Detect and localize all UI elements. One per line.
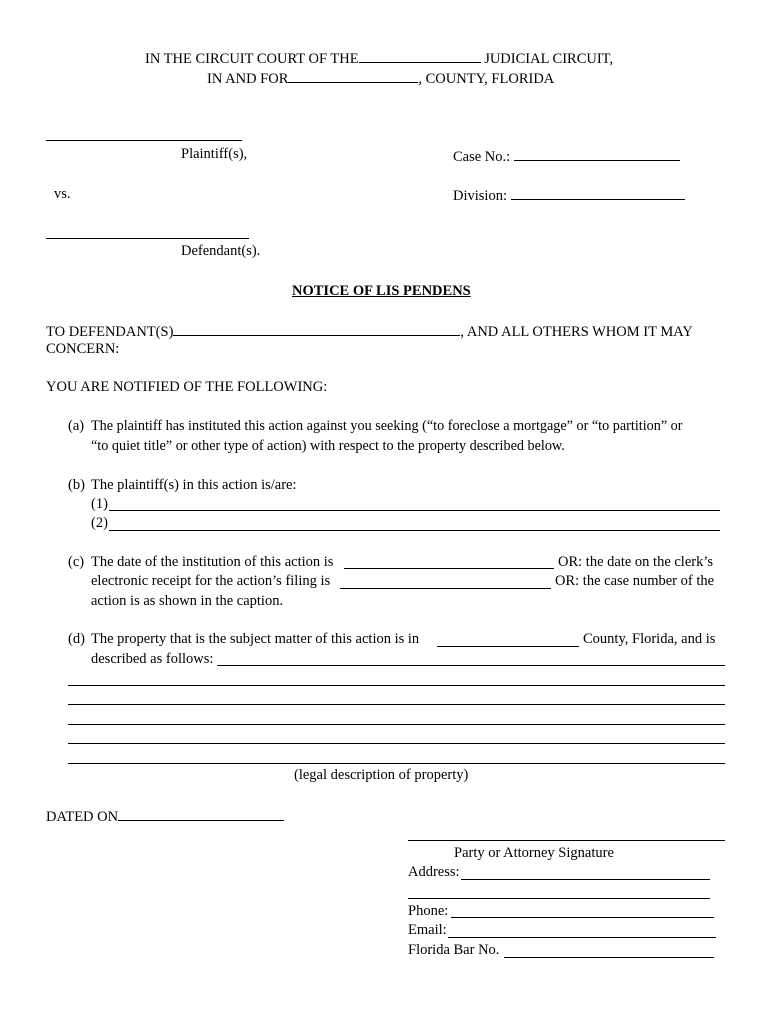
legal-description-line-5[interactable]	[68, 763, 725, 764]
page-title: NOTICE OF LIS PENDENS	[292, 283, 471, 299]
address-label: Address:	[408, 864, 460, 880]
legal-description-line-4[interactable]	[68, 743, 725, 744]
caption-circuit-suffix: JUDICIAL CIRCUIT,	[484, 51, 614, 67]
to-defendants-line1	[46, 321, 693, 341]
item-d-line1-prefix: The property that is the subject matter of this action is in	[91, 631, 420, 647]
plaintiff-label: Plaintiff(s),	[181, 146, 248, 162]
item-b-marker: (b)	[68, 477, 85, 493]
item-c-line2-prefix: electronic receipt for the action’s filing is	[91, 573, 331, 589]
defendants-names-field[interactable]	[173, 321, 460, 336]
item-c-line2-suffix: OR: the case number of the	[555, 573, 715, 589]
division-label: Division:	[453, 188, 507, 204]
signature-line[interactable]	[408, 840, 725, 841]
bar-number-field[interactable]	[504, 957, 714, 958]
dated-on-label: DATED ON	[46, 809, 119, 825]
dated-on-row	[46, 806, 284, 826]
notified-heading: YOU ARE NOTIFIED OF THE FOLLOWING:	[46, 379, 328, 395]
plaintiff-2-label: (2)	[91, 515, 108, 531]
item-b-line1: The plaintiff(s) in this action is/are:	[91, 477, 297, 493]
defendant-name-line[interactable]	[46, 238, 249, 239]
item-c-marker: (c)	[68, 554, 85, 570]
court-caption-line1	[145, 48, 613, 68]
phone-field[interactable]	[451, 917, 714, 918]
address-field-1[interactable]	[461, 879, 710, 880]
case-number-row	[453, 146, 680, 166]
item-d-marker: (d)	[68, 631, 85, 647]
to-defendants-prefix: TO DEFENDANT(S)	[46, 324, 174, 340]
plaintiff-2-field[interactable]	[109, 530, 720, 531]
item-a-line1: The plaintiff has instituted this action against you seeking (“to foreclose a mortgage” or “to partition” or	[91, 418, 683, 434]
plaintiff-1-label: (1)	[91, 496, 108, 512]
county-field[interactable]	[288, 68, 418, 83]
filing-receipt-date-field[interactable]	[340, 588, 551, 589]
to-defendants-suffix: , AND ALL OTHERS WHOM IT MAY	[460, 324, 693, 340]
vs-label: vs.	[54, 186, 71, 202]
case-no-label: Case No.:	[453, 149, 511, 165]
legal-description-line-2[interactable]	[68, 704, 725, 705]
email-label: Email:	[408, 922, 447, 938]
to-defendants-line2: CONCERN:	[46, 341, 120, 357]
item-c-line1-suffix: OR: the date on the clerk’s	[558, 554, 714, 570]
item-c-line3: action is as shown in the caption.	[91, 593, 284, 609]
caption-county-suffix: , COUNTY, FLORIDA	[418, 71, 555, 87]
dated-on-field[interactable]	[118, 806, 284, 821]
institution-date-field[interactable]	[344, 568, 554, 569]
plaintiff-1-field[interactable]	[109, 510, 720, 511]
caption-in-and-for: IN AND FOR	[207, 71, 289, 87]
judicial-circuit-field[interactable]	[359, 48, 481, 63]
legal-description-line-1[interactable]	[68, 685, 725, 686]
legal-description-line-3[interactable]	[68, 724, 725, 725]
email-field[interactable]	[448, 937, 716, 938]
signature-label: Party or Attorney Signature	[454, 845, 614, 861]
caption-court-prefix: IN THE CIRCUIT COURT OF THE	[145, 51, 359, 67]
address-field-2[interactable]	[408, 898, 710, 899]
defendant-label: Defendant(s).	[181, 243, 261, 259]
property-description-field[interactable]	[217, 665, 725, 666]
phone-label: Phone:	[408, 903, 449, 919]
case-number-field[interactable]	[514, 146, 680, 161]
item-d-line1-suffix: County, Florida, and is	[583, 631, 716, 647]
item-a-line2: “to quiet title” or other type of action) with respect to the property described below.	[91, 438, 565, 454]
division-row	[453, 185, 685, 205]
plaintiff-name-line[interactable]	[46, 140, 242, 141]
court-caption-line2	[207, 68, 554, 88]
item-c-line1-prefix: The date of the institution of this action is	[91, 554, 334, 570]
property-county-field[interactable]	[437, 646, 579, 647]
division-field[interactable]	[511, 185, 685, 200]
legal-description-caption: (legal description of property)	[294, 767, 469, 783]
bar-number-label: Florida Bar No.	[408, 942, 500, 958]
item-a-marker: (a)	[68, 418, 85, 434]
item-d-line2-prefix: described as follows:	[91, 651, 214, 667]
